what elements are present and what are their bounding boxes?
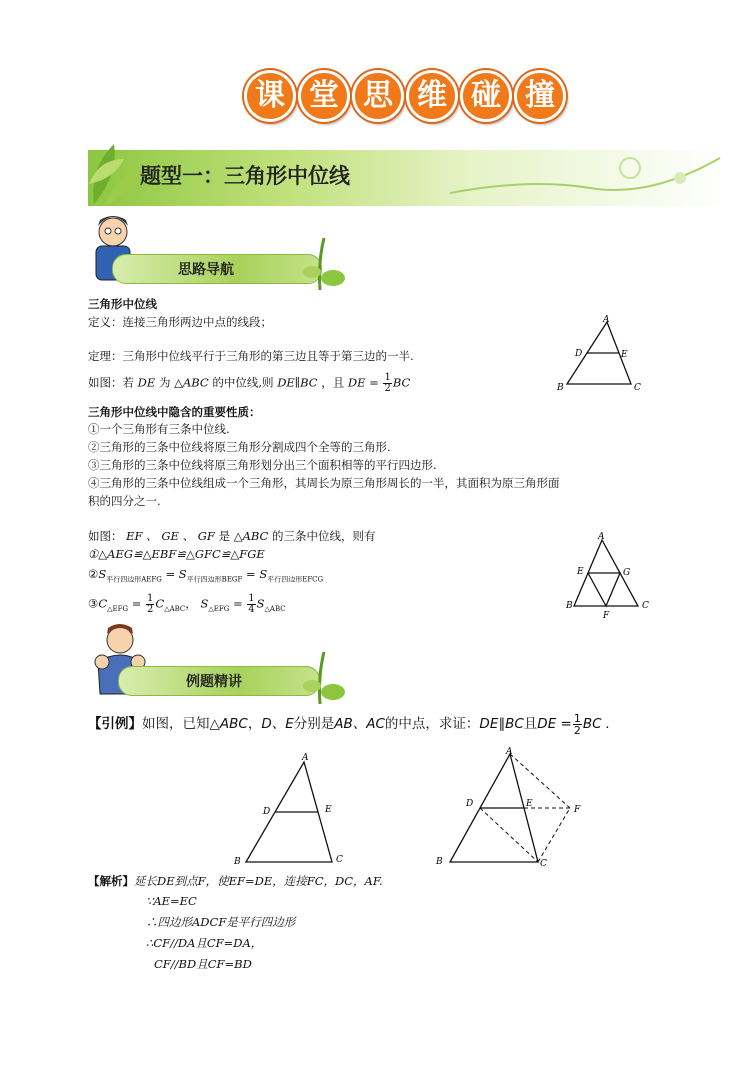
text-segment: ， [185, 596, 197, 611]
parallelogram-figure [432, 744, 592, 868]
properties-heading: 三角形中位线中隐含的重要性质： [88, 405, 261, 419]
title-char: 思 [352, 70, 404, 122]
text-segment: DE = [537, 716, 572, 732]
subscript: △ABC [164, 604, 186, 613]
label-G: G [623, 568, 631, 578]
solution-line [88, 873, 383, 889]
frac-num: 1 [147, 593, 154, 604]
label-B: B [436, 857, 443, 867]
leaf-decoration-icon [84, 134, 144, 214]
triangle-figure-2 [560, 528, 660, 620]
label-A: A [598, 532, 605, 542]
fraction [573, 713, 582, 736]
subscript: △ABC [264, 604, 286, 613]
text-segment: BC . [582, 716, 611, 732]
example-text [88, 373, 410, 394]
text-segment: EF 、 GE 、 GF [126, 529, 215, 543]
label-C: C [642, 601, 649, 611]
subscript: △EFG [107, 604, 129, 613]
definition-text: 定义：连接三角形两边中点的线段； [88, 315, 272, 329]
text-segment: AB、AC [334, 716, 385, 732]
subscript: 平行四边形BEGF [186, 575, 243, 584]
title-char: 堂 [298, 70, 350, 122]
fraction [383, 373, 391, 394]
text-segment: C [98, 596, 108, 611]
sprout-icon [300, 232, 348, 292]
text-segment: 延长DE到点F，使EF=DE，连接FC，DC，AF. [134, 874, 383, 888]
text-segment: △ABC [174, 375, 209, 390]
example2-intro [88, 528, 376, 544]
frac-num: 1 [573, 711, 581, 725]
solution-line: CF//BD且CF=BD [154, 957, 252, 971]
text-segment: 的中位线,则 [212, 375, 274, 390]
text-segment: 是 [218, 529, 231, 543]
text-segment: C [155, 596, 165, 611]
text-segment: = [165, 567, 176, 581]
fraction [146, 594, 154, 615]
property-item: ②三角形的三条中位线将原三角形分割成四个全等的三角形. [88, 440, 391, 454]
sprout-icon [300, 646, 348, 706]
text-segment: 如图： [88, 529, 123, 543]
label-D: D [466, 799, 474, 809]
frac-den: 4 [248, 604, 255, 615]
text-segment: △ABC [233, 529, 269, 543]
frac-den: 2 [573, 723, 581, 737]
text-segment: S [98, 567, 107, 581]
text-segment: D、E [261, 716, 294, 732]
concept-heading: 三角形中位线 [88, 297, 157, 311]
text-segment: △ABC [209, 716, 248, 732]
vine-decoration-icon [450, 138, 730, 208]
pill-label: 例题精讲 [186, 674, 242, 690]
text-segment: 的中点，求证： [384, 716, 480, 732]
problem-label: 【引例】 [88, 716, 142, 732]
label-E: E [621, 350, 628, 360]
triangle-figure-1 [555, 312, 655, 392]
text-segment: BC [392, 375, 411, 390]
text-segment: ，且 [321, 375, 345, 390]
text-segment: DE∥BC [277, 375, 318, 390]
title-char: 碰 [460, 70, 512, 122]
label-C: C [540, 859, 547, 868]
title-char: 课 [244, 70, 296, 122]
label-C: C [634, 383, 641, 392]
label-B: B [566, 601, 573, 611]
label-A: A [506, 747, 513, 757]
text-segment: S [178, 567, 187, 581]
property-item: ④三角形的三条中位线组成一个三角形，其周长为原三角形周长的一半，其面积为原三角形面 [88, 476, 560, 490]
page-title [244, 70, 566, 122]
triangle-figure-3 [228, 750, 358, 868]
section-title: 题型一：三角形中位线 [140, 164, 350, 188]
frac-num: 1 [384, 372, 391, 383]
label-C: C [336, 855, 343, 865]
text-segment: ③ [88, 596, 99, 611]
property-item: ③三角形的三条中位线将原三角形划分出三个面积相等的平行四边形. [88, 458, 437, 472]
solution-line: ∴四边形ADCF是平行四边形 [146, 915, 296, 929]
text-segment: S [200, 596, 209, 611]
text-segment: 且 [523, 716, 538, 732]
text-segment: = [232, 596, 243, 611]
label-D: D [575, 349, 583, 359]
label-D: D [263, 807, 271, 817]
text-segment: = [131, 596, 142, 611]
label-E: E [526, 799, 533, 809]
text-segment: 如图：若 [88, 375, 134, 390]
solution-label: 【解析】 [88, 874, 134, 888]
text-segment: 分别是 [293, 716, 335, 732]
text-segment: DE∥BC [479, 716, 524, 732]
text-segment: 的三条中位线，则有 [272, 529, 376, 543]
perimeter-area-line [88, 594, 286, 617]
text-segment: S [259, 567, 268, 581]
frac-den: 2 [384, 383, 391, 394]
frac-den: 2 [147, 604, 154, 615]
label-B: B [234, 857, 241, 867]
label-E: E [577, 567, 584, 577]
fraction [247, 594, 255, 615]
text-segment: = [246, 567, 256, 581]
label-B: B [557, 383, 564, 392]
title-char: 维 [406, 70, 458, 122]
intro-problem [88, 712, 610, 736]
theorem-text: 定理：三角形中位线平行于三角形的第三边且等于第三边的一半. [88, 349, 414, 363]
pill-label: 思路导航 [178, 262, 234, 278]
circle-two: ② [88, 567, 99, 581]
text-segment: ， [247, 716, 262, 732]
label-A: A [603, 315, 610, 325]
solution-line: ∵AE=EC [146, 894, 197, 908]
text-segment: DE = [347, 375, 379, 390]
congruence-line: ①△AEG≌△EBF≌△GFC≌△FGE [88, 547, 265, 561]
label-E: E [325, 805, 332, 815]
text-segment: S [256, 596, 265, 611]
solution-line: ∴CF//DA且CF=DA， [146, 936, 263, 950]
title-char: 撞 [514, 70, 566, 122]
property-item: ①一个三角形有三条中位线. [88, 422, 230, 436]
subscript: 平行四边形EFCG [267, 575, 324, 584]
property-item: 积的四分之一. [88, 494, 161, 508]
text-segment: 为 [158, 375, 171, 390]
text-segment: DE [137, 375, 156, 390]
frac-num: 1 [248, 593, 255, 604]
subscript: △EFG [208, 604, 230, 613]
area-line [88, 566, 323, 587]
text-segment: 如图，已知 [142, 716, 210, 732]
label-A: A [302, 753, 309, 763]
label-F: F [603, 611, 610, 620]
subscript: 平行四边形AEFG [106, 575, 162, 584]
label-F: F [574, 805, 581, 815]
